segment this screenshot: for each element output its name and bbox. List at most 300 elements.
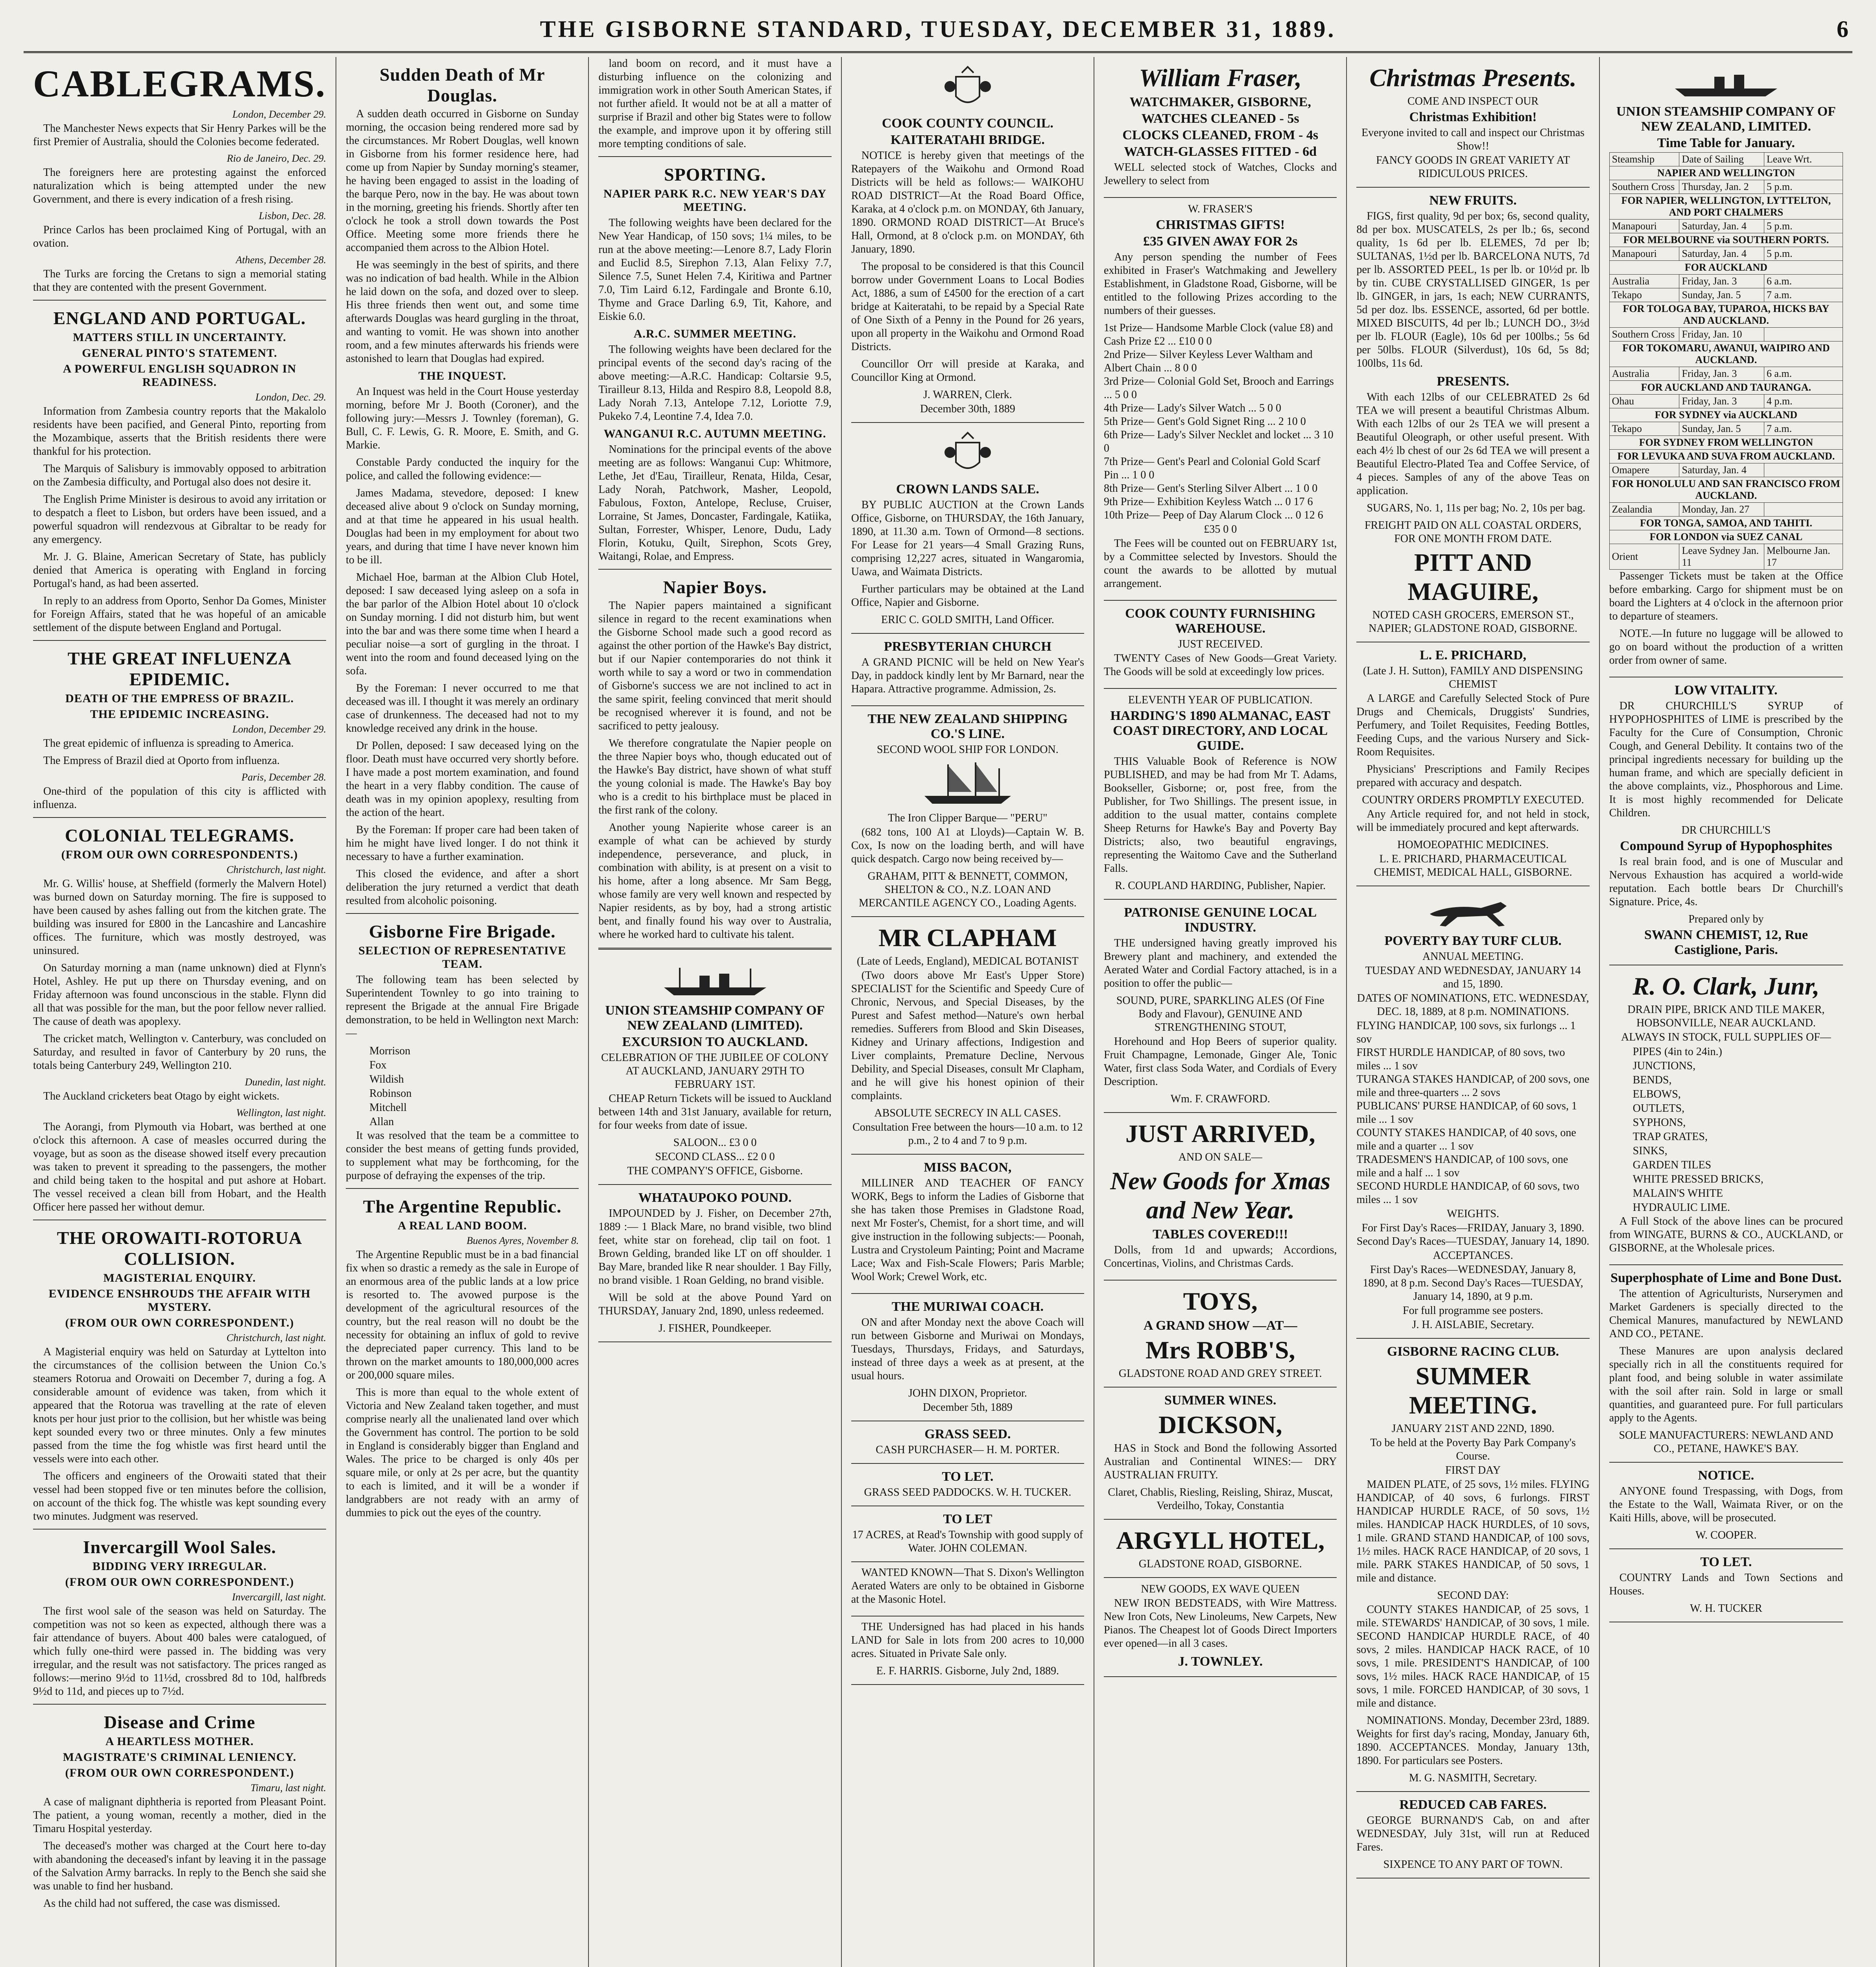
paragraph: The deceased's mother was charged at the Court here to-day with abandoning the deceased's infant by leaving it in the passage of the Salvation Army barracks. In reply to the Bench she said she was unable to find her husband. (33, 1840, 327, 1892)
product-item: OUTLETS, (1633, 1102, 1685, 1115)
paragraph: Further particulars may be obtained at the Land Office, Napier and Gisborne. (851, 583, 1085, 609)
advert-to-let-paddocks (851, 1464, 1084, 1506)
advert-subtitle: DRAIN PIPE, BRICK AND TILE MAKER, HOBSONVILLE, NEAR AUCKLAND. (1627, 1004, 1825, 1029)
timetable-cell (1764, 328, 1843, 341)
divider (33, 640, 326, 641)
timetable-port: FOR MELBOURNE via SOUTHERN PORTS. (1609, 233, 1843, 247)
divider (33, 300, 326, 301)
timetable-port: FOR TONGA, SAMOA, AND TAHITI. (1609, 517, 1843, 530)
timetable-cell (1764, 463, 1843, 477)
advert-subtitle: A GRAND SHOW —AT— (1143, 1318, 1297, 1333)
sub-heading: (FROM OUR OWN CORRESPONDENT.) (65, 1316, 294, 1329)
advert-signature: M. G. NASMITH, Secretary. (1409, 1772, 1537, 1784)
advert-signature: W. COOPER. (1695, 1529, 1757, 1541)
section-heading: SPORTING. (664, 164, 766, 185)
dateline: Paris, December 28. (241, 771, 327, 783)
prize-item: 8th Prize— Gent's Sterling Silver Albert ... 1 0 0 (1104, 482, 1318, 495)
advert-heading: ACCEPTANCES. (1433, 1249, 1513, 1262)
advert-title: UNION STEAMSHIP COMPANY OF NEW ZEALAND (LIMITED). (605, 1003, 825, 1033)
dateline: Lisbon, Dec. 28. (258, 210, 327, 221)
dateline: London, December 29. (232, 723, 327, 735)
timetable-cell: 6 a.m. (1764, 275, 1843, 288)
paragraph: The Empress of Brazil died at Oporto from influenza. (43, 755, 280, 767)
timetable-column-header: Leave Wrt. (1764, 153, 1843, 166)
sub-heading: MAGISTERIAL ENQUIRY. (103, 1271, 256, 1284)
column-2 (336, 57, 589, 1967)
product-item: GARDEN TILES (1633, 1159, 1712, 1171)
sub-heading: DEATH OF THE EMPRESS OF BRAZIL. (65, 692, 294, 705)
price-line: WATCHES CLEANED - 5s (1141, 111, 1299, 126)
timetable-cell: Omapere (1609, 463, 1679, 477)
advert-date: December 5th, 1889 (922, 1401, 1013, 1413)
paragraph: The English Prime Minister is desirous to avoid any irritation or to despatch a fleet to Lisbon, but orders have been issued, and a powerful squadron will rendezvous at Gibraltar to be ready for any emergency. (33, 493, 327, 546)
sub-heading: A HEARTLESS MOTHER. (105, 1735, 254, 1748)
advert-grass-seed (851, 1421, 1084, 1464)
timetable-cell: Australia (1609, 367, 1679, 381)
coat-of-arms-icon (938, 431, 997, 478)
timetable-port-row (1609, 261, 1843, 275)
advert-notice-trespass (1609, 1463, 1843, 1549)
prize-total: £35 0 0 (1204, 523, 1237, 535)
advert-title: GRASS SEED. (924, 1427, 1011, 1441)
timetable-cell: 4 p.m. (1764, 395, 1843, 408)
paragraph: NEW IRON BEDSTEADS, with Wire Mattress. New Iron Cots, New Linoleums, New Carpets, New Pianos. The Cheapest lot of Goods Direct Importers ever opened—in all 3 cases. (1104, 1597, 1337, 1650)
paragraph: THE Undersigned has had placed in his hands LAND for Sale in lots from 200 acres to 10,000 acres. Situated in Private Sale only. (851, 1621, 1085, 1660)
advert-signature: J. TOWNLEY. (1178, 1654, 1263, 1669)
advert-body: 17 ACRES, at Read's Township with good supply of Water. JOHN COLEMAN. (852, 1529, 1083, 1554)
advert-line: TABLES COVERED!!! (1153, 1227, 1288, 1242)
paragraph: NOTE.—In future no luggage will be allowed to go on board without the production of a written order from owner of same. (1609, 627, 1843, 666)
race-item: TURANGA STAKES HANDICAP, of 200 sovs, one mile and three-quarters ... 2 sovs (1356, 1073, 1590, 1099)
divider (598, 948, 831, 950)
divider (346, 913, 579, 914)
advert-signature: J. H. AISLABIE, Secretary. (1412, 1319, 1534, 1331)
advert-subtitle: COME AND INSPECT OUR (1407, 95, 1539, 107)
product-item: BENDS, (1633, 1074, 1672, 1086)
timetable-cell: Monday, Jan. 27 (1679, 503, 1764, 517)
advert-subtitle: ANNUAL MEETING. (1422, 950, 1524, 963)
paragraph: James Madama, stevedore, deposed: I knew deceased alive about 9 o'clock on Sunday morning, and at that time he appeared in his usual health. Douglas had been in my employment for about two years, and during that time I have never known him to be ill. (346, 487, 579, 566)
timetable-cell: 5 p.m. (1764, 220, 1843, 233)
sailing-ship-icon (917, 760, 1019, 808)
timetable-row (1609, 503, 1843, 517)
advert-signature: SWANN CHEMIST, 12, Rue Castiglione, Paris. (1644, 928, 1808, 957)
paragraph: THE undersigned having greatly improved his Brewery plant and machinery, and extended the Aerated Water and Cordial Factory attached, is in a position to offer the public— (1104, 937, 1337, 989)
paragraph: On Saturday morning a man (name unknown) died at Flynn's Hotel, Ashley. He put up there on Thursday evening, and on Friday afternoon was found unconscious in the stable. Flynn did all that was possible for the man, but the poor fellow never rallied. The cause of death was apoplexy. (33, 962, 327, 1028)
product-item: ELBOWS, (1633, 1088, 1681, 1100)
timetable-cell: Melbourne Jan. 17 (1764, 544, 1843, 570)
advert-title: PRESBYTERIAN CHURCH (884, 639, 1051, 654)
advert-nz-shipping (851, 706, 1084, 917)
advert-title: NEW FRUITS. (1429, 193, 1517, 208)
advert-subtitle: SECOND WOOL SHIP FOR LONDON. (876, 744, 1059, 756)
advert-title: TO LET. (942, 1469, 994, 1484)
advert-signature: W. H. TUCKER (1690, 1602, 1762, 1615)
section-heading: Napier Boys. (663, 577, 767, 597)
advert-signature: E. F. HARRIS. Gisborne, July 2nd, 1889. (876, 1665, 1059, 1677)
column-3 (589, 57, 841, 1967)
timetable-row (1609, 395, 1843, 408)
advert-date: December 30th, 1889 (920, 403, 1015, 415)
advert-subtitle: JUST RECEIVED. (1178, 638, 1263, 650)
advert-heading: PITT AND MAGUIRE, (1407, 548, 1538, 605)
paragraph: The following weights have been declared for the principal events of the second day's racing of the above meeting:—A.R.C. Handicap: Coltarsie 9.5, Tirailleur 8.13, Hilda and Respiro 8.8, Leopold 8.8, Lady Norah 7.13, Antelope 7.12, Loriotte 7.9, Pukeko 7.4, Leontine 7.4, Idea 7.0. (598, 343, 832, 423)
paragraph: The Argentine Republic must be in a bad financial fix when so drastic a remedy as the sale in Europe of an enormous area of the public lands at a low price is resorted to. The avowed purpose is the development of the agricultural resources of the country, but the real reason will no doubt be the necessity for obtaining an influx of gold to revive the depreciated paper currency. This land to be thrown on the market amounts to 180,000,000 acres or 200,000 square miles. (346, 1249, 579, 1381)
paragraph: Michael Hoe, barman at the Albion Club Hotel, deposed: I saw deceased lying asleep on a sofa in the bar parlor of the Albion Hotel about 10 o'clock on Sunday morning. I did not disturb him, but went into the bar and was there some time when I heard a peculiar noise—a sort of gurgling in the throat. I went into the room and found deceased lying on the sofa. (346, 571, 579, 677)
paragraph: Mr. J. G. Blaine, American Secretary of State, has publicly denied that America is operating with England in forcing Portugal's hand, as had been asserted. (33, 551, 327, 590)
timetable-cell: 5 p.m. (1764, 180, 1843, 194)
advert-wanted-known (851, 1562, 1084, 1616)
paragraph: In reply to an address from Oporto, Senhor Da Gomes, Minister for Foreign Affairs, stated that he was hopeful of an amicable settlement of the dispute between England and Portugal. (33, 595, 327, 634)
advert-signature: L. E. PRICHARD, PHARMACEUTICAL CHEMIST, MEDICAL HALL, GISBORNE. (1374, 853, 1572, 878)
timetable-port: FOR TOKOMARU, AWANUI, WAIPIRO AND AUCKLAND. (1609, 341, 1843, 367)
price-line: CLOCKS CLEANED, FROM - 4s (1122, 128, 1319, 142)
timetable-port: FOR SYDNEY via AUCKLAND (1609, 408, 1843, 422)
race-item: FLYING HANDICAP, 100 sovs, six furlongs ... 1 sov (1356, 1020, 1576, 1045)
divider (598, 569, 831, 570)
advert-land-sale (851, 1616, 1084, 1685)
advert-title: R. O. Clark, Junr, (1633, 972, 1820, 1000)
advert-heading: SOUND, PURE, SPARKLING ALES (Of Fine Body and Flavour), GENUINE AND STRENGTHENING STOUT, (1116, 995, 1324, 1033)
advert-signature: SOLE MANUFACTURERS: NEWLAND AND CO., PETANE, HAWKE'S BAY. (1619, 1429, 1834, 1455)
advert-title: CROWN LANDS SALE. (896, 482, 1039, 496)
advert-subtitle: Prepared only by (1688, 913, 1764, 925)
advert-title: THE MURIWAI COACH. (891, 1299, 1044, 1314)
paragraph: THIS Valuable Book of Reference is NOW PUBLISHED, and may be had from Mr T. Adams, Bookseller, Gisborne; or, post free, from the Publisher, for Two Shillings. The present issue, in addition to the usual matter, contains complete Sheep Returns for Hawke's Bay and Poverty Bay Districts; also, two beautiful engravings, representing the Waitomo Cave and the Sutherland Falls. (1104, 755, 1337, 875)
timetable-cell: Zealandia (1609, 503, 1679, 517)
timetable-cell: Friday, Jan. 10 (1679, 328, 1764, 341)
paragraph: FIGS, first quality, 9d per box; 6s, second quality, 8d per box. MUSCATELS, 2s per lb.; 6s, second quality, 1s 6d per lb. ELEMES, 7d per lb; SULTANAS, 1½d per lb. BARCELONA NUTS, 7d per lb. ASSORTED PEEL, 1s per lb. or 10½d pr. lb by tin. CUBE CRYSTALLISED GINGER, 1s per lb. GINGER, in jars, 1s each; NEW CURRANTS, 5d per doz. lbs. ESSENCE, assorted, 6d per bottle. MIXED BISCUITS, 4d per lb.; LUNCH DO., 3½d per lb. FLOUR (Eagle), 10s 6d per 100lbs.; 5s 6d per 50lbs. FLOUR (Silverdust), 10s 6d, 5s 8d; 100lbs, 11s 6d. (1356, 210, 1590, 369)
paragraph: Physicians' Prescriptions and Family Recipes prepared with accuracy and despatch. (1356, 763, 1590, 789)
paragraph: ANYONE found Trespassing, with Dogs, from the Estate to the Wall, Waimata River, or on the Kaiti Hills, above, will be prosecuted. (1609, 1485, 1843, 1524)
advert-subtitle: W. FRASER'S (1188, 203, 1253, 215)
timetable-port-row (1609, 517, 1843, 530)
divider (346, 1188, 579, 1189)
section-heading: Gisborne Fire Brigade. (369, 921, 556, 941)
timetable-body (1609, 166, 1843, 570)
prize-item: 4th Prize— Lady's Silver Watch ... 5 0 0 (1104, 402, 1282, 414)
team-list (346, 1044, 579, 1129)
advert-subtitle: (Late of Leeds, England), MEDICAL BOTANIST (857, 955, 1079, 967)
paragraph: Is real brain food, and is one of Muscular and Nervous Exhaustion has acquired a world-wide reputation. Each bottle bears Dr Churchill's Signature. Price, 4s. (1609, 856, 1843, 908)
paragraph: The officers and engineers of the Orowaiti stated that their vessel had been stopped five or ten minutes before the collision, on account of the thick fog. The whistle was kept sounding every two minutes. Judgment was reserved. (33, 1470, 327, 1522)
advert-turf-club (1356, 886, 1589, 1339)
section-heading: Invercargill Wool Sales. (83, 1537, 277, 1557)
advert-date: JANUARY 21ST AND 22ND, 1890. (1391, 1423, 1555, 1435)
product-list (1609, 1045, 1843, 1215)
timetable-row (1609, 544, 1843, 570)
prize-item: 5th Prize— Gent's Gold Signet Ring ... 2 10 0 (1104, 415, 1306, 428)
advert-signature: Wm. F. CRAWFORD. (1170, 1093, 1270, 1105)
paragraph: A sudden death occurred in Gisborne on Sunday morning, the occasion being rendered more sad by the circumstances. Mr Robert Douglas, well known in Gisborne from his former residence here, had come up from Napier by Sunday morning's steamer, he having been engaged to assist in the loading of the barque Pero, now in the bay. He was about town in the morning, greeting his friends. Shortly after ten o'clock he took a stroll down towards the Post Office. Meeting some more friends there he accompanied them across to the Albion Hotel. (346, 108, 579, 254)
timetable-cell: Manapouri (1609, 220, 1679, 233)
timetable-row (1609, 463, 1843, 477)
prize-item: 2nd Prize— Silver Keyless Lever Waltham and Albert Chain ... 8 0 0 (1104, 349, 1313, 374)
paragraph: A GRAND PICNIC will be held on New Year's Day, in paddock kindly lent by Mr Barnard, near the Hapara. Attractive programme. Admission, 2s. (851, 656, 1085, 695)
advert-just-arrived (1104, 1113, 1337, 1281)
paragraph: A Magisterial enquiry was held on Saturday at Lyttelton into the circumstances of the collision between the Union Co.'s steamers Rotorua and Orowaiti on December 7, during a fog. A considerable amount of evidence was taken, from which it appeared that the Rotorua was travelling at the rate of eleven knots per hour just prior to the collision, but her whistle was being kept sounded every two or three minutes. Only a few minutes passed from the time the fog whistle was first heard until the vessels were into each other. (33, 1346, 327, 1465)
advert-title: Christmas Presents. (1369, 64, 1577, 92)
paragraph: (682 tons, 100 A1 at Lloyds)—Captain W. B. Cox, Is now on the loading berth, and will have quick despatch. Cargo now being received by— (851, 826, 1085, 865)
advert-hardings-almanac (1104, 689, 1337, 900)
advert-clark (1609, 965, 1843, 1265)
fare-second-class: SECOND CLASS... £2 0 0 (655, 1151, 775, 1163)
advert-body: Everyone invited to call and inspect our Christmas Show!! (1361, 127, 1585, 152)
prize-item: 1st Prize— Handsome Marble Clock (value £8) and Cash Prize £2 ... £10 0 0 (1104, 322, 1333, 347)
timetable-row (1609, 367, 1843, 381)
advert-cook-county (851, 57, 1084, 423)
advert-heading: SECOND DAY: (1437, 1589, 1509, 1602)
advert-hours: Consultation Free between the hours—10 a.m. to 12 p.m., 2 to 4 and 7 to 9 p.m. (852, 1121, 1083, 1147)
advert-heading: TUESDAY AND WEDNESDAY, JANUARY 14 and 15, 1890. (1365, 965, 1581, 990)
timetable-cell: Australia (1609, 275, 1679, 288)
advert-heading: £35 GIVEN AWAY FOR 2s (1143, 234, 1298, 249)
paragraph: land boom on record, and it must have a disturbing influence on the colonizing and immigration work in other South American States, if not further afield. It would not be at all a matter of surprise if Brazil and other big States were to follow the example, and improve upon it by offering still more tempting conditions of sale. (598, 57, 832, 150)
advert-title: REDUCED CAB FARES. (1399, 1797, 1547, 1812)
advert-new-fruits (1356, 188, 1589, 642)
advert-title: WHATAUPOKO POUND. (638, 1190, 792, 1205)
advert-heading: DICKSON, (1158, 1411, 1282, 1439)
sub-heading: A.R.C. SUMMER MEETING. (633, 327, 797, 340)
advert-union-excursion (598, 956, 831, 1185)
dateline: Christchurch, last night. (226, 864, 327, 875)
timetable-port: NAPIER AND WELLINGTON (1609, 166, 1843, 180)
timetable-port-row (1609, 381, 1843, 395)
dateline: Wellington, last night. (236, 1107, 327, 1118)
sub-heading: A REAL LAND BOOM. (397, 1219, 527, 1232)
paragraph: The Aorangi, from Plymouth via Hobart, was berthed at one o'clock this afternoon. A case of measles occurred during the voyage, but as soon as the disease showed itself every precaution was taken to prevent it spreading to the passengers, the mother and child being taken to the hospital and put ashore at Hobart. The vessel received a clean bill from Hobart, and the Health Officer here passed her without demur. (33, 1121, 327, 1213)
advert-miss-bacon (851, 1155, 1084, 1294)
advert-cab-fares (1356, 1792, 1589, 1878)
advert-title: PRESENTS. (1437, 374, 1509, 389)
advert-body: For First Day's Races—FRIDAY, January 3, 1890. Second Day's Races—TUESDAY, January 14, 1890. (1356, 1222, 1590, 1247)
dateline: Invercargill, last night. (232, 1591, 327, 1603)
divider (33, 1704, 326, 1705)
advert-subtitle: KAITERATAHI BRIDGE. (891, 133, 1045, 147)
timetable-port-row (1609, 194, 1843, 220)
paragraph: Prince Carlos has been proclaimed King of Portugal, with an ovation. (33, 224, 327, 249)
paragraph: The following team has been selected by Superintendent Townley to go into training to represent the Brigade at the annual Fire Brigade demonstration, to be held in Wellington next March:— (346, 974, 579, 1039)
advert-body: DATES OF NOMINATIONS, ETC. WEDNESDAY, DEC. 18, 1889, at 8 p.m. NOMINATIONS. (1357, 992, 1589, 1018)
advert-title: GISBORNE RACING CLUB. (1387, 1344, 1559, 1359)
timetable-port-row (1609, 450, 1843, 463)
section-heading: Sudden Death of Mr Douglas. (379, 65, 545, 105)
paragraph: The proposal to be considered is that this Council borrow under Government Loans to Local Bodies Act, 1886, a sum of £4500 for the erection of a cart bridge at Kaiteratahi, to be repaid by a Special Rate of One Sixth of a Penny in the Pound for 26 years, upon all property in the Waikohu and Ormond Road Districts. (851, 260, 1085, 353)
paragraph: BY PUBLIC AUCTION at the Crown Lands Office, Gisborne, on THURSDAY, the 16th January, 1890, at 11.30 a.m. Town of Ormond—8 sections. For Lease for 21 years—4 Small Grazing Runs, comprising 12,227 acres, situated in Wangaromia, Uawa, and Waimata Districts. (851, 499, 1085, 578)
timetable-cell: Thursday, Jan. 2 (1679, 180, 1764, 194)
sub-heading: A POWERFUL ENGLISH SQUADRON IN READINESS. (63, 362, 297, 389)
product-item: SYPHONS, (1633, 1116, 1686, 1129)
steamship-icon (1667, 65, 1785, 100)
advert-title: COOK COUNTY COUNCIL. (882, 116, 1053, 131)
advert-address: NOTED CASH GROCERS, EMERSON ST., NAPIER; GLADSTONE ROAD, GISBORNE. (1369, 609, 1577, 635)
sub-heading: SELECTION OF REPRESENTATIVE TEAM. (358, 944, 566, 971)
advert-title: COOK COUNTY FURNISHING WAREHOUSE. (1125, 606, 1316, 636)
sub-heading: MAGISTRATE'S CRIMINAL LENIENCY. (63, 1751, 297, 1764)
advert-note: COUNTRY ORDERS PROMPTLY EXECUTED. (1362, 794, 1584, 806)
divider (598, 156, 831, 157)
timetable-port: FOR LEVUKA AND SUVA FROM AUCKLAND. (1609, 450, 1843, 463)
paragraph: Councillor Orr will preside at Karaka, and Councillor King at Ormond. (851, 358, 1085, 384)
advert-signature: J. FISHER, Poundkeeper. (659, 1322, 772, 1334)
advert-body: To be held at the Poverty Bay Park Company's Course. (1370, 1437, 1576, 1462)
advert-subtitle: NEW GOODS, EX WAVE QUEEN (1141, 1583, 1300, 1595)
advert-body: First Day's Races—WEDNESDAY, January 8, 1890, at 8 p.m. Second Day's Races—TUESDAY, January 14, 1890, at 9 p.m. (1363, 1264, 1583, 1303)
advert-heading: WEIGHTS. (1447, 1208, 1499, 1220)
advert-title: LOW VITALITY. (1675, 683, 1778, 697)
advert-furnishing-warehouse (1104, 601, 1337, 689)
paragraph: Nominations for the principal events of the above meeting are as follows: Wanganui Cup: Whitmore, Lethe, Jet d'Eau, Tirailleur, Renata, Hilda, Cesar, Lady Norah, Patchwork, Masher, Leopold, Fabulous, Foxton, Antelope, Recluse, Cruiser, Lorraine, St James, Doncaster, Fardingale, Katiika, Sultan, Forrester, Whisper, Lenore, Dudu, Lady Florin, Kotuku, Quilt, Sirephon, Scots Grey, Waitangi, Rolae, and Empress. (598, 443, 832, 563)
timetable-cell: Ohau (1609, 395, 1679, 408)
timetable-cell: 7 a.m. (1764, 422, 1843, 436)
advert-title: MISS BACON, (924, 1160, 1012, 1175)
section-heading: ENGLAND AND PORTUGAL. (53, 308, 306, 328)
product-item: WHITE PRESSED BRICKS, (1633, 1173, 1763, 1185)
advert-pound (598, 1185, 831, 1342)
timetable-cell: 5 p.m. (1764, 247, 1843, 261)
timetable-row (1609, 180, 1843, 194)
paragraph: The attention of Agriculturists, Nurserymen and Market Gardeners is specially directed to the Chemical Manures, manufactured by NEWLAND AND CO., PETANE. (1609, 1288, 1843, 1340)
dateline: Buenos Ayres, November 8. (467, 1235, 579, 1246)
timetable-cell: Sunday, Jan. 5 (1679, 288, 1764, 302)
masthead-title: THE GISBORNE STANDARD, TUESDAY, DECEMBER 31, 1889. (540, 16, 1336, 42)
paragraph: WANTED KNOWN—That S. Dixon's Wellington Aerated Waters are only to be obtained in Gisborne at the Masonic Hotel. (851, 1567, 1085, 1605)
paragraph: MILLINER AND TEACHER OF FANCY WORK, Begs to inform the Ladies of Gisborne that she has taken those Premises in Gladstone Road, next Mr Foster's, Chemist, for a short time, and will give instruction in the following subjects:— Poonah, Lustra and Crystoleum Painting; Point and Macrame Lace; Wax and Fish-Scale Flowers; Paris Marble; Wool Work; Crewel Work, etc. (851, 1177, 1085, 1283)
product-item: PIPES (4in to 24in.) (1633, 1046, 1722, 1058)
dateline: Athens, December 28. (236, 254, 327, 266)
paragraph: Mr. G. Willis' house, at Sheffield (formerly the Malvern Hotel) was burned down on Saturday morning. The fire is supposed to have been caused by ashes falling out from the kitchen grate. The building was insured for £800 in the Lancashire and Lancashire offices. The furniture, which was mostly destroyed, was uninsured. (33, 878, 327, 957)
paragraph: We therefore congratulate the Napier people on the three Napier boys who, though educated out of the Hawke's Bay district, have shown of what stuff the young colonial is made. The Hawke's Bay boy who is a credit to his birthplace must be placed in the first rank of the colony. (598, 737, 832, 816)
timetable-row (1609, 275, 1843, 288)
timetable-port: FOR AUCKLAND AND TAURANGA. (1609, 381, 1843, 395)
advert-heading: FIRST DAY (1445, 1464, 1501, 1476)
advert-title: ARGYLL HOTEL, (1116, 1526, 1325, 1554)
advert-signature: J. WARREN, Clerk. (923, 389, 1012, 401)
timetable-header (1609, 153, 1843, 166)
timetable-port-row (1609, 436, 1843, 450)
timetable-cell: 7 a.m. (1764, 288, 1843, 302)
paragraph: NOMINATIONS. Monday, December 23rd, 1889. Weights for first day's racing, Monday, January 6th, 1890. ACCEPTANCES. Monday, January 13th, 1890. For particulars see Posters. (1356, 1714, 1590, 1767)
paragraph: Any person spending the number of Fees exhibited in Fraser's Watchmaking and Jewellery Establishment, in Gladstone Road, Gisborne, will be entitled to the following Prizes according to the numbers of their guesses. (1104, 251, 1337, 317)
team-member: Morrison (369, 1045, 411, 1057)
paragraph: The foreigners here are protesting against the enforced naturalization which is being attempted under the new Government, and there is every indication of a fresh rising. (33, 166, 327, 205)
paragraph: The cricket match, Wellington v. Canterbury, was concluded on Saturday, and resulted in favor of Canterbury by 20 runs, the totals being Canterbury 249, Wellington 210. (33, 1033, 327, 1072)
paragraph: COUNTRY Lands and Town Sections and Houses. (1609, 1572, 1843, 1597)
advert-title: POVERTY BAY TURF CLUB. (1384, 934, 1562, 948)
sub-heading: THE EPIDEMIC INCREASING. (90, 708, 269, 721)
coat-of-arms-icon (938, 65, 997, 112)
advert-title: L. E. PRICHARD, (1419, 648, 1527, 662)
prize-list (1104, 321, 1337, 522)
race-item: SECOND HURDLE HANDICAP, of 60 sovs, two miles ... 1 sov (1356, 1180, 1579, 1206)
paragraph: Another young Napierite whose career is an example of what can be achieved by sturdy independence, perseverance, and pluck, in combination with ability, is at present on a visit to his home, after a long absence. Mr Sam Begg, whose family are very well known and respected by Napier residents, as by boy, had a strong artistic bent, and finally found his way over to Australia, where he worked hard to cultivate his talent. (598, 821, 832, 941)
sub-heading: (FROM OUR OWN CORRESPONDENT.) (65, 1766, 294, 1779)
dateline: Timaru, last night. (250, 1782, 327, 1794)
timetable-cell: Saturday, Jan. 4 (1679, 247, 1764, 261)
fare-saloon: SALOON... £3 0 0 (673, 1137, 757, 1149)
sub-heading: GENERAL PINTO'S STATEMENT. (82, 347, 277, 360)
prize-item: 6th Prize— Lady's Silver Necklet and locket ... 3 10 0 (1104, 429, 1334, 454)
race-item: FIRST HURDLE HANDICAP, of 80 sovs, two miles ... 1 sov (1356, 1046, 1565, 1072)
team-member: Robinson (369, 1087, 412, 1100)
paragraph: A case of malignant diphtheria is reported from Pleasant Point. The patient, a young woman, recently a mother, died in the Timaru Hospital yesterday. (33, 1796, 327, 1835)
advert-subtitle: EXCURSION TO AUCKLAND. (622, 1035, 808, 1049)
paragraph: By the Foreman: If proper care had been taken of him he might have lived longer. I do not think it necessary to have a further examination. (346, 824, 579, 863)
dateline: Dunedin, last night. (245, 1076, 327, 1088)
advert-crown-lands (851, 423, 1084, 634)
section-heading: Disease and Crime (104, 1712, 256, 1732)
prize-item: 3rd Prize— Colonial Gold Set, Brooch and Earrings ... 5 0 0 (1104, 375, 1334, 401)
advert-title: UNION STEAMSHIP COMPANY OF NEW ZEALAND, LIMITED. (1616, 104, 1836, 134)
timetable-port-row (1609, 477, 1843, 503)
advert-address: GLADSTONE ROAD, GISBORNE. (1138, 1558, 1302, 1570)
sub-heading: BIDDING VERY IRREGULAR. (92, 1560, 267, 1573)
timetable-cell: Friday, Jan. 3 (1679, 275, 1764, 288)
paragraph: Any Article required for, and not held in stock, will be immediately procured and kept afterwards. (1356, 808, 1590, 834)
timetable (1609, 152, 1843, 570)
timetable-port: FOR NAPIER, WELLINGTON, LYTTELTON, AND PORT CHALMERS (1609, 194, 1843, 220)
paragraph: TWENTY Cases of New Goods—Great Variety. The Goods will be sold at exceedingly low prices. (1104, 652, 1337, 678)
divider (33, 1529, 326, 1530)
cablegrams-heading: CABLEGRAMS. (33, 63, 327, 105)
paragraph: Passenger Tickets must be taken at the Office before embarking. Cargo for shipment must be on board the Lighters at 4 o'clock in the afternoon prior to departure of steamers. (1609, 570, 1843, 622)
paragraph: Horehound and Hop Beers of superior quality. Fruit Champagne, Lemonade, Ginger Ale, Tonic Water, first class Soda Water, and Cordials of Every Description. (1104, 1035, 1337, 1088)
timetable-port: FOR AUCKLAND (1609, 261, 1843, 275)
paragraph: The first wool sale of the season was held on Saturday. The competition was not so keen as expected, although there was a fair attendance of buyers. About 400 bales were catalogued, of which fully one-third were passed in. The bidding was very irregular, and the result was not satisfactory. The prices ranged as follows:—merino 9½d to 11½d, crossbred 8d to 10d, halfbreds 9½d to 11d, and pieces up to 7½d. (33, 1605, 327, 1698)
advert-to-let-lands (1609, 1549, 1843, 1622)
advert-union-timetable (1609, 57, 1843, 677)
advert-address: GLADSTONE ROAD AND GREY STREET. (1118, 1367, 1322, 1380)
advert-title: THE NEW ZEALAND SHIPPING CO.'S LINE. (867, 712, 1068, 741)
paragraph: One-third of the population of this city is afflicted with influenza. (33, 785, 327, 811)
product-item: HYDRAULIC LIME. (1633, 1201, 1730, 1214)
timetable-cell: Tekapo (1609, 422, 1679, 436)
timetable-port-row (1609, 530, 1843, 544)
paragraph: DR CHURCHILL'S SYRUP of HYPOPHOSPHITES of LIME is prescribed by the Faculty for the Cure of Consumption, Chronic Cough, and General Debility. It contains two of the principal ingredients necessary for building up the human frame, and which are specially deficient in the above complaints, viz., Phosphorous and Lime. It is most highly recommended for Delicate Children. (1609, 700, 1843, 819)
column-7 (1600, 57, 1852, 1967)
paragraph: A Full Stock of the above lines can be procured from WINGATE, BURNS & CO., AUCKLAND, or GISBORNE, at the Wholesale prices. (1609, 1215, 1843, 1254)
advert-local-industry (1104, 900, 1337, 1113)
column-4 (842, 57, 1094, 1967)
paragraph: SUGARS, No. 1, 11s per bag; No. 2, 10s per bag. (1367, 502, 1586, 514)
advert-heading: Compound Syrup of Hypophosphites (1620, 839, 1832, 853)
racehorse-icon (1414, 894, 1532, 930)
advert-signature: THE COMPANY'S OFFICE, Gisborne. (627, 1165, 803, 1177)
advert-william-fraser (1104, 57, 1337, 198)
paragraph: Dr Pollen, deposed: I saw deceased lying on the floor. Death must have occurred very shortly before. I have made a post mortem examination, and found the heart in a very flabby condition. The cause of death was in my opinion apoplexy, resulting from the action of the heart. (346, 740, 579, 819)
advert-clapham (851, 917, 1084, 1155)
paragraph: The Marquis of Salisbury is immovably opposed to arbitration on the Zambesia difficulty, and Portugal also does not desire it. (33, 463, 327, 488)
team-member: Fox (369, 1059, 387, 1071)
timetable-port-row (1609, 408, 1843, 422)
advert-townley (1104, 1578, 1337, 1677)
advert-title: Superphosphate of Lime and Bone Dust. (1610, 1271, 1842, 1285)
dateline: Christchurch, last night. (226, 1332, 327, 1343)
advert-subtitle: AND ON SALE— (1178, 1151, 1262, 1163)
price-line: WATCH-GLASSES FITTED - 6d (1124, 144, 1317, 159)
section-heading: COLONIAL TELEGRAMS. (65, 825, 295, 845)
timetable-port-row (1609, 302, 1843, 328)
advert-heading: Christmas Exhibition! (1409, 110, 1537, 124)
sub-heading: WANGANUI R.C. AUTUMN MEETING. (603, 427, 826, 440)
paragraph: GEORGE BURNAND'S Cab, on and after WEDNESDAY, July 31st, will run at Reduced Fares. (1356, 1814, 1590, 1853)
paragraph: This closed the evidence, and after a short deliberation the jury returned a verdict that death resulted from alcoholic poisoning. (346, 868, 579, 907)
paragraph: These Manures are upon analysis declared specially rich in all the constituents required for plant food, and being soluble in water assimilate with the soil after rain. Sold in large or small quantities, and guaranteed pure. For full particulars apply to the Agents. (1609, 1345, 1843, 1424)
paragraph: ON and after Monday next the above Coach will run between Gisborne and Muriwai on Mondays, Tuesdays, Thursdays, Fridays, and Saturdays, instead of three days a week as at present, at the usual hours. (851, 1316, 1085, 1382)
timetable-cell: Tekapo (1609, 288, 1679, 302)
timetable-cell: Orient (1609, 544, 1679, 570)
timetable-port-row (1609, 166, 1843, 180)
